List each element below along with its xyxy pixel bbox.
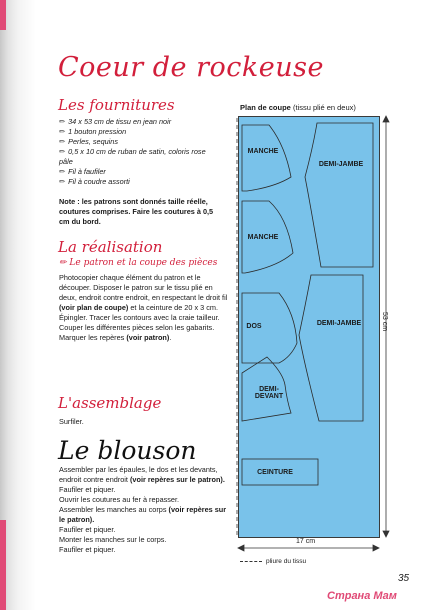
blouson-text: Assembler par les épaules, le dos et les devants, endroit contre endroit (voir repères sur le patron). Faufiler et piquer. Ouvrir les coutures au fer à repasser. Assembler les manches au corps (voir repères sur le patron). Faufiler et piquer. Monter les manches sur le corps. Faufiler et piquer. xyxy=(59,465,227,554)
fold-legend: pliure du tissu xyxy=(240,558,306,565)
supply-item: ✏ Perles, sequins xyxy=(59,137,119,146)
pencil-icon: ✏ xyxy=(59,167,66,176)
piece-label: CEINTURE xyxy=(257,469,293,476)
supply-item: ✏ Fil à faufiler xyxy=(59,167,106,176)
supply-item: ✏ Fil à coudre assorti xyxy=(59,177,130,186)
fournitures-heading: Les fournitures xyxy=(58,96,175,114)
page-number: 35 xyxy=(398,573,410,584)
manche-piece xyxy=(242,125,291,191)
pink-edge-bottom xyxy=(0,520,6,610)
pencil-icon: ✏ xyxy=(59,127,66,136)
page-title: Coeur de rockeuse xyxy=(58,52,324,83)
piece-label: MANCHE xyxy=(247,234,279,241)
demi-jambe-piece xyxy=(305,123,373,267)
realisation-text: Photocopier chaque élément du patron et le découper. Disposer le patron sur le tissu plié en deux, endroit contre endroit, en respectant le droit fil (voir plan de coupe) et la ceinture de 20 x 3 cm. Épingler. Tracer les contours avec la craie tailleur. Couper les différentes pièces selon les gabarits. Marquer les repères (voir patron). xyxy=(59,273,228,342)
pencil-icon: ✏ xyxy=(59,137,66,146)
supply-item: ✏ 0,5 x 10 cm de ruban de satin, coloris rose pâle xyxy=(59,147,206,166)
assemblage-text: Surfiler. xyxy=(59,417,84,426)
pencil-icon: ✏ xyxy=(59,177,66,186)
cutting-plan-title: Plan de coupe (tissu plié en deux) xyxy=(240,103,356,112)
supply-item: ✏ 1 bouton pression xyxy=(59,127,127,136)
supplies-list xyxy=(59,117,221,187)
supply-item: ✏ 34 x 53 cm de tissu en jean noir xyxy=(59,117,172,126)
page-binding-shadow xyxy=(0,0,36,610)
pencil-icon: ✏ xyxy=(59,117,66,126)
piece-label: MANCHE xyxy=(247,148,279,155)
pink-edge-top xyxy=(0,0,6,30)
cutting-plan-fabric xyxy=(238,116,380,538)
blouson-heading: Le blouson xyxy=(58,436,197,465)
assemblage-heading: L'assemblage xyxy=(58,394,162,412)
pencil-icon: ✏ xyxy=(59,258,70,268)
piece-label: DOS xyxy=(246,323,262,330)
realisation-heading: La réalisation xyxy=(58,238,163,256)
height-dimension: 53 cm xyxy=(381,311,389,332)
pencil-icon: ✏ xyxy=(59,147,66,156)
demi-jambe-piece xyxy=(299,275,363,421)
piece-label: DEMI-JAMBE xyxy=(316,320,362,327)
piece-label: DEMI-DEVANT xyxy=(254,386,284,400)
width-dimension: 17 cm xyxy=(296,538,316,545)
piece-label: DEMI-JAMBE xyxy=(318,161,364,168)
pattern-note: Note : les patrons sont donnés taille réelle, coutures comprises. Faire les coutures à 0,5 cm du bord. xyxy=(59,197,214,226)
watermark-logo: Страна Мам xyxy=(327,590,397,602)
realisation-subheading: ✏ Le patron et la coupe des pièces xyxy=(59,258,218,268)
dashed-line-icon xyxy=(240,561,262,562)
